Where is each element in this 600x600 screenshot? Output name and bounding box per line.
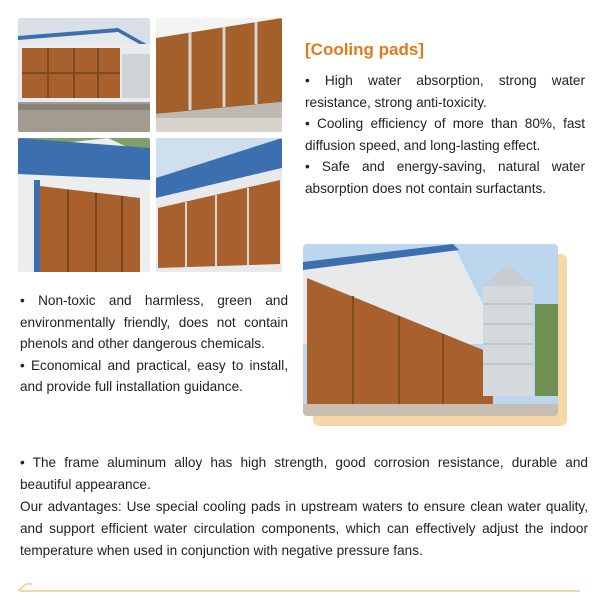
feature-photo-frame: [303, 244, 567, 426]
cooling-pad-photo-building: [18, 18, 150, 132]
feature-economical: • Economical and practical, easy to install, and provide full installation guidance.: [20, 357, 288, 395]
left-feature-list: [20, 290, 288, 398]
feature-non-toxic: • Non-toxic and harmless, green and environmentally friendly, does not contain phenols and other dangerous chemicals.: [20, 293, 288, 352]
feature-frame-alloy: • The frame aluminum alloy has high strength, good corrosion resistance, durable and beautiful appearance.: [20, 455, 588, 492]
feature-safe-energy-saving: • Safe and energy-saving, natural water absorption does not contain surfactants.: [305, 159, 585, 196]
right-feature-list: [305, 70, 585, 200]
divider-accent-icon: [18, 583, 32, 591]
cooling-pad-photo-long-wall: [156, 138, 282, 272]
section-heading: [Cooling pads]: [305, 40, 424, 59]
cooling-pad-photo-side-wall: [18, 138, 150, 272]
bottom-description: [20, 452, 588, 562]
advantages-paragraph: Our advantages: Use special cooling pads in upstream waters to ensure clean water quality, and support efficient water circulation components, which can effectively adjust the indoor temperature when used in conjunction with negative pressure fans.: [20, 499, 588, 558]
cooling-pad-photo-wall-closeup: [156, 18, 282, 132]
bottom-divider: [20, 590, 580, 592]
feature-cooling-efficiency: • Cooling efficiency of more than 80%, fast diffusion speed, and long-lasting effect.: [305, 116, 585, 153]
cooling-pad-photo-silo: [303, 244, 558, 416]
feature-water-absorption: • High water absorption, strong water resistance, strong anti-toxicity.: [305, 73, 585, 110]
